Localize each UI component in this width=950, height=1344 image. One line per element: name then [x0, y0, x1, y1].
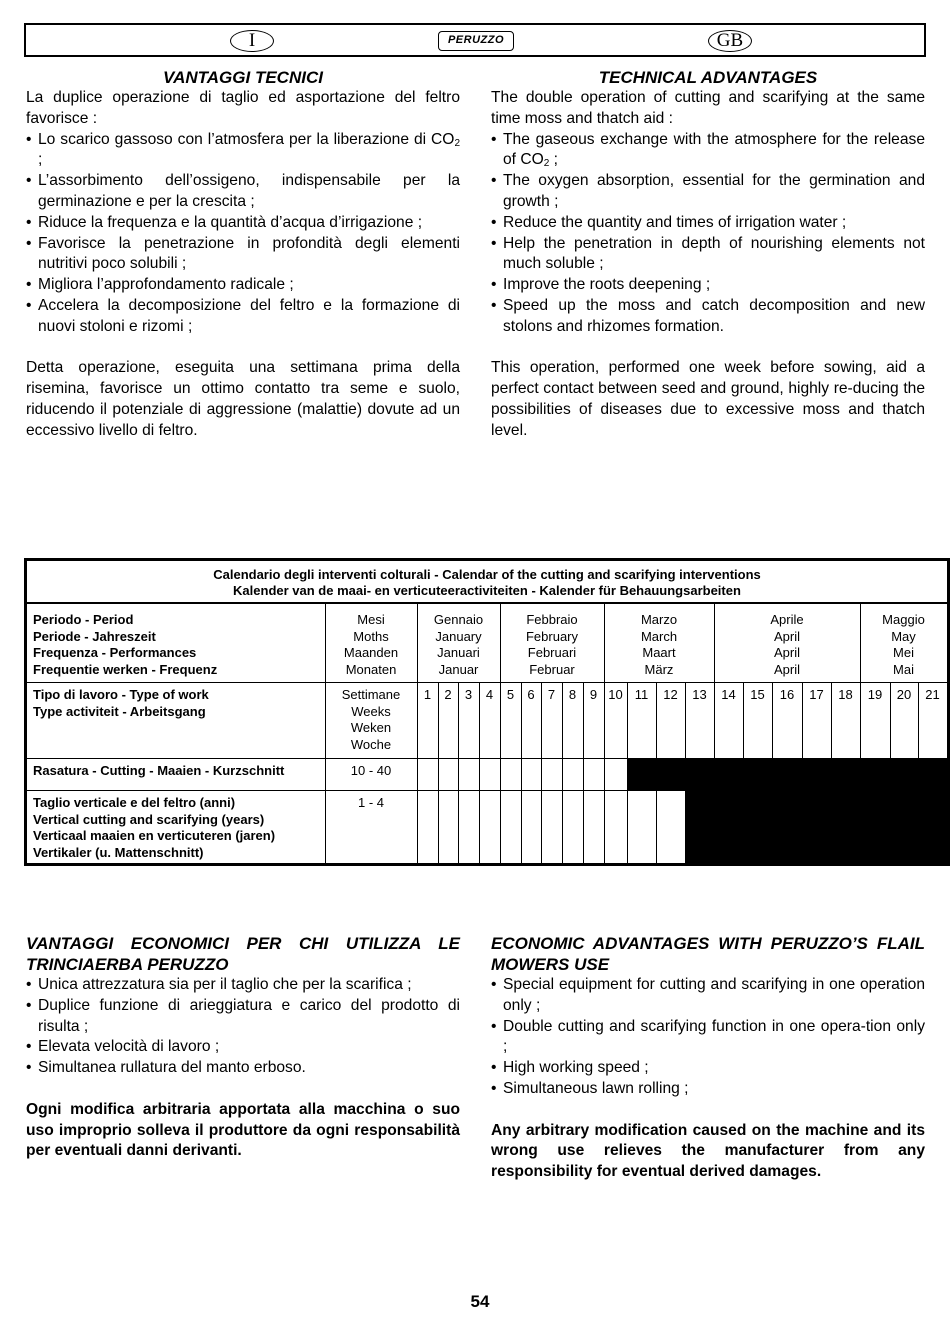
week-number: 21 [925, 687, 940, 702]
section-title: VANTAGGI ECONOMICI PER CHI UTILIZZA LE TRINCIAERBA PERUZZO [26, 934, 460, 974]
table-rule [458, 682, 459, 863]
unit-months-label: Moths [353, 628, 389, 644]
month-name: Februari [527, 645, 577, 660]
month-name: Maart [642, 645, 676, 660]
list-item: • Simultanea rullatura del manto erboso. [26, 1058, 460, 1079]
month-name: Mei [893, 645, 914, 660]
month-name: Marzo [640, 612, 678, 627]
section-title: ECONOMIC ADVANTAGES WITH PERUZZO’S FLAIL MOWERS USE [491, 934, 925, 974]
unit-weeks-label: Weeks [351, 703, 391, 719]
week-number: 12 [663, 687, 678, 702]
brand-logo: PERUZZO [438, 31, 514, 51]
list-item: • High working speed ; [491, 1058, 925, 1079]
advantages-list [26, 975, 460, 1079]
calendar-title-line: Kalender van de maai- en verticuteeractiviteiten - Kalender für Behauungsarbeiten [233, 583, 741, 598]
week-number: 9 [589, 687, 598, 702]
co2-subscript: 2 [543, 158, 550, 170]
week-number: 10 [608, 687, 623, 702]
month-name: März [644, 661, 674, 677]
month-name: Aprile [770, 612, 804, 627]
week-number: 1 [423, 687, 432, 702]
list-item [491, 130, 925, 172]
table-rule [479, 682, 480, 863]
section-title: VANTAGGI TECNICI [163, 68, 323, 87]
table-rule [521, 682, 522, 863]
week-number: 18 [838, 687, 853, 702]
period-label: Frequentie werken - Frequenz [33, 661, 218, 677]
week-number: 13 [692, 687, 707, 702]
work-type-label: Type activiteit - Arbeitsgang [33, 703, 206, 719]
language-badge-english: GB [708, 30, 752, 52]
list-item-tail: ; [549, 151, 558, 169]
advantages-list [491, 975, 925, 1100]
week-number: 17 [809, 687, 824, 702]
intro-paragraph: The double operation of cutting and scarifying at the same time moss and thatch aid : [491, 89, 925, 127]
table-rule [562, 682, 563, 863]
list-item [26, 130, 460, 172]
liability-warning: Any arbitrary modification caused on the machine and its wrong use relieves the manufacturer from any responsibility for eventual derived damages. [491, 1121, 925, 1181]
unit-weeks-label: Settimane [341, 687, 401, 702]
list-item: • L’assorbimento dell’ossigeno, indispensabile per la germinazione e per la crescita ; [26, 171, 460, 213]
week-number: 4 [485, 687, 494, 702]
technical-advantages-italian [26, 67, 460, 442]
month-name: Januar [438, 661, 479, 677]
co2-subscript: 2 [454, 137, 460, 149]
list-item: • Double cutting and scarifying function in one opera-tion only ; [491, 1017, 925, 1059]
week-number: 14 [721, 687, 736, 702]
activity-label: Vertikaler (u. Mattenschnitt) [33, 844, 204, 860]
calendar-title [27, 567, 947, 599]
week-number: 11 [634, 687, 649, 702]
list-item: • Reduce the quantity and times of irrigation water ; [491, 213, 925, 234]
week-number: 6 [527, 687, 535, 702]
liability-warning: Ogni modifica arbitraria apportata alla macchina o suo uso improprio solleva il produttore da ogni responsabilità per eventuali danni derivanti. [26, 1100, 460, 1160]
activity-frequency: 1 - 4 [357, 795, 384, 810]
list-item-text: Lo scarico gassoso con l’atmosfera per la liberazione di CO [38, 130, 455, 148]
unit-weeks-label: Weken [350, 720, 392, 735]
week-number: 20 [896, 687, 912, 702]
month-name: Gennaio [433, 612, 484, 627]
unit-months-label: Monaten [345, 661, 397, 677]
unit-weeks-label: Woche [350, 736, 392, 752]
page-header [24, 23, 926, 57]
activity-label: Verticaal maaien en verticuteren (jaren) [33, 828, 276, 843]
period-label: Periode - Jahreszeit [33, 628, 156, 644]
week-number: 3 [464, 687, 473, 702]
advantages-list [26, 130, 460, 338]
month-name: January [435, 628, 482, 644]
technical-advantages-english [491, 67, 925, 442]
period-label: Periodo - Period [33, 612, 134, 627]
month-name: April [773, 645, 800, 660]
list-item: • Duplice funzione di arieggiatura e carico del prodotto di risulta ; [26, 996, 460, 1038]
work-type-label: Tipo di lavoro - Type of work [33, 687, 209, 702]
activity-label: Taglio verticale e del feltro (anni) [33, 795, 236, 810]
section-title: TECHNICAL ADVANTAGES [598, 68, 818, 87]
month-name: April [773, 628, 800, 644]
table-rule [500, 682, 501, 863]
list-item: • Migliora l’approfondamento radicale ; [26, 275, 460, 296]
table-rule [604, 682, 605, 863]
table-rule [583, 682, 584, 863]
activity-period-bar [627, 759, 947, 790]
language-badge-italian: I [230, 30, 274, 52]
month-name: Februar [529, 661, 575, 677]
week-number: 7 [547, 687, 556, 702]
month-name: March [640, 628, 678, 644]
advantages-list [491, 130, 925, 338]
list-item: • Speed up the moss and catch decomposition and new stolons and rhizomes formation. [491, 296, 925, 338]
outro-paragraph: This operation, performed one week before sowing, aid a perfect contact between seed and ground, highly re-ducing the possibilities of diseases due to excessive moss and thatch level. [491, 359, 925, 439]
page-number: 54 [470, 1292, 490, 1311]
table-rule [27, 602, 947, 604]
week-number: 5 [506, 687, 515, 702]
calendar-title-line: Calendario degli interventi colturali - Calendar of the cutting and scarifying interventions [213, 567, 761, 582]
economic-advantages-italian [26, 933, 460, 1162]
activity-label: Rasatura - Cutting - Maaien - Kurzschnitt [33, 763, 285, 778]
activity-label: Vertical cutting and scarifying (years) [33, 811, 265, 827]
month-name: Januari [437, 645, 480, 660]
month-name: February [525, 628, 579, 644]
week-number: 2 [444, 687, 452, 702]
outro-paragraph: Detta operazione, eseguita una settimana prima della risemina, favorisce un ottimo contatto tra seme e suolo, riducendo il potenziale di aggressione (malattie) dovute ad un eccessivo livello di feltro. [26, 359, 460, 439]
month-name: Mai [893, 661, 914, 677]
list-item-text: The gaseous exchange with the atmosphere for the release of CO [503, 130, 925, 169]
list-item: • The oxygen absorption, essential for the germination and growth ; [491, 171, 925, 213]
month-name: Febbraio [526, 612, 578, 627]
period-label: Frequenza - Performances [33, 645, 197, 660]
table-rule [438, 682, 439, 863]
month-name: May [891, 628, 916, 644]
activity-frequency: 10 - 40 [350, 763, 392, 778]
week-number: 16 [779, 687, 795, 702]
week-number: 19 [867, 687, 883, 702]
economic-advantages-english [491, 933, 925, 1183]
list-item: • Accelera la decomposizione del feltro e la formazione di nuovi stoloni e rizomi ; [26, 296, 460, 338]
month-name: Maggio [882, 612, 925, 627]
unit-months-label: Maanden [343, 645, 399, 660]
list-item: • Special equipment for cutting and scarifying in one operation only ; [491, 975, 925, 1017]
interventions-calendar [24, 558, 950, 866]
activity-period-bar [685, 791, 947, 863]
month-name: April [773, 661, 800, 677]
intro-paragraph: La duplice operazione di taglio ed asportazione del feltro favorisce : [26, 89, 460, 127]
list-item: • Help the penetration in depth of nourishing elements not much soluble ; [491, 234, 925, 276]
list-item-tail: ; [38, 151, 43, 169]
week-number: 15 [750, 687, 765, 702]
list-item: • Elevata velocità di lavoro ; [26, 1037, 460, 1058]
week-number: 8 [568, 687, 577, 702]
list-item: • Improve the roots deepening ; [491, 275, 925, 296]
unit-months-label: Mesi [357, 612, 385, 627]
table-rule [541, 682, 542, 863]
table-rule [27, 682, 947, 683]
list-item: • Riduce la frequenza e la quantità d’acqua d’irrigazione ; [26, 213, 460, 234]
list-item: • Favorisce la penetrazione in profondità degli elementi nutritivi poco solubili ; [26, 234, 460, 276]
list-item: • Unica attrezzatura sia per il taglio che per la scarifica ; [26, 975, 460, 996]
list-item: • Simultaneous lawn rolling ; [491, 1079, 925, 1100]
